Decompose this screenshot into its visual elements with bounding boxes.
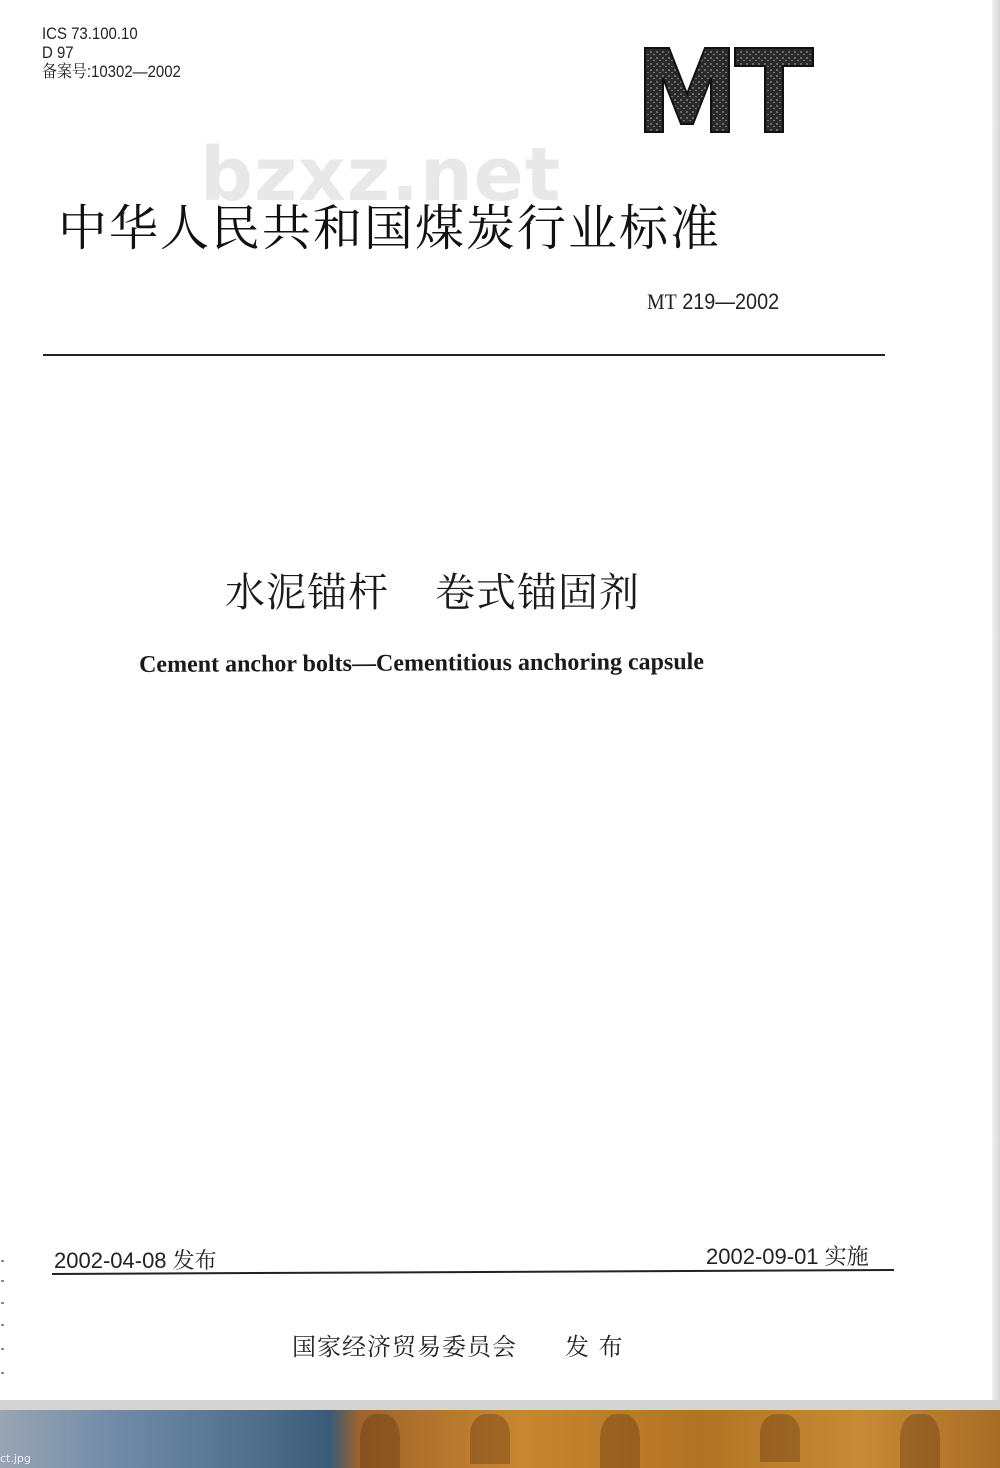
document-title-cn	[225, 561, 640, 618]
watermark: bzxz.net	[200, 132, 562, 218]
window-bottom-border	[0, 1400, 1000, 1410]
issue-date: 2002-04-08 发布	[54, 1248, 217, 1273]
file-name-label[interactable]: ct.jpg	[0, 1452, 31, 1465]
standard-code-number: 219—2002	[682, 289, 780, 314]
standard-title: 中华人民共和国煤炭行业标准	[58, 200, 722, 257]
mt-logo	[643, 44, 815, 134]
publisher-action: 发 布	[565, 1333, 624, 1361]
title-cn-part2: 卷式锚固剂	[435, 570, 640, 616]
scrollbar[interactable]	[992, 0, 1000, 1400]
title-cn-part1: 水泥锚杆	[225, 570, 389, 616]
ics-code: ICS 73.100.10	[42, 24, 138, 43]
desktop-background-strip	[0, 1400, 1000, 1468]
standard-code-prefix: MT	[647, 289, 677, 314]
implementation-date: 2002-09-01 实施	[706, 1244, 869, 1269]
publisher-org: 国家经济贸易委员会	[292, 1333, 517, 1361]
header-divider	[43, 354, 885, 356]
publisher-line	[292, 1327, 624, 1362]
scan-edge-marks	[0, 1250, 10, 1400]
standard-code	[647, 289, 779, 315]
record-number: 备案号:10302—2002	[42, 62, 181, 81]
classification-block	[42, 24, 181, 81]
class-code: D 97	[42, 43, 74, 62]
document-title-en: Cement anchor bolts—Cementitious anchoring capsule	[139, 649, 705, 678]
